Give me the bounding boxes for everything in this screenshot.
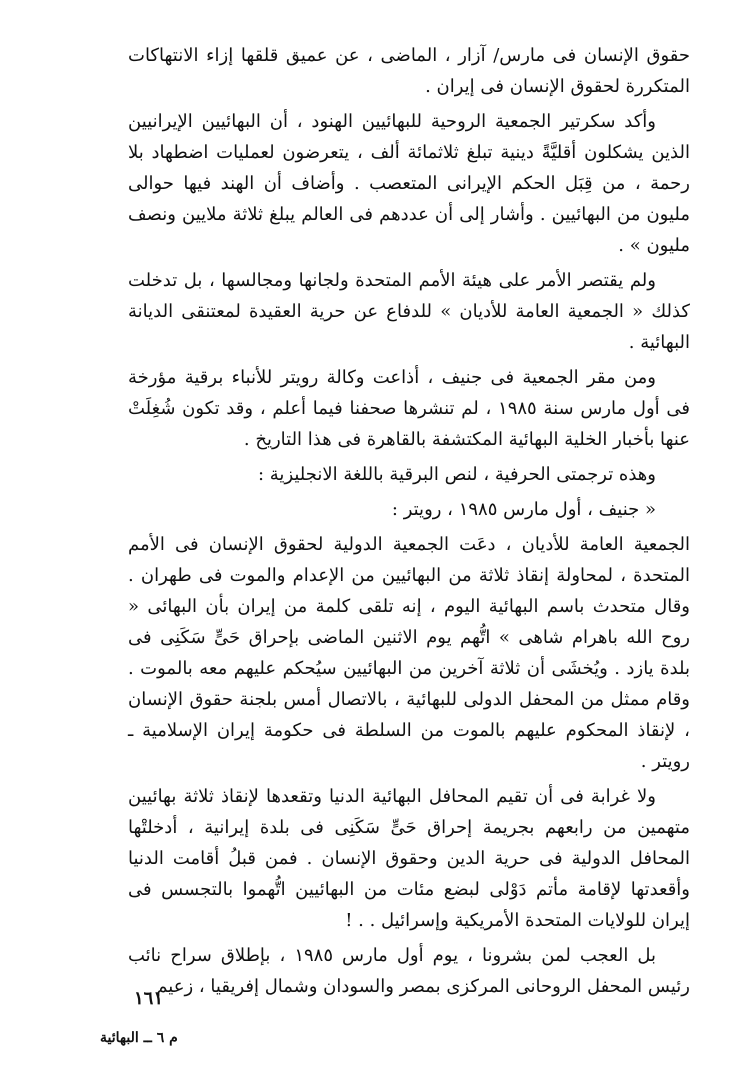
paragraph-reuters-geneva: ومن مقر الجمعية فى جنيف ، أذاعت وكالة رويتر للأنباء برقية مؤرخة فى أول مارس سنة ١٩٨٥ ، لم تنشرها صحفنا فيما أعلم ، وقد تكون شُغِلَتْ عنها بأخبار الخلية البهائية المكتشفة بالقاهرة فى هذا التاريخ . <box>128 367 690 450</box>
paragraph-no-wonder: ولا غرابة فى أن تقيم المحافل البهائية الدنيا وتقعدها لإنقاذ ثلاثة بهائيين متهمين من رابعهم بجريمة إحراق حَىٍّ سَكَنِى فى بلدة إيرانية ، أدخلتْها المحافل الدولية فى حرية الدين وحقوق الإنسان . فمن قبلُ أقامت الدنيا وأقعدتها لإقامة مأتم دَوْلى لبضع مئات من البهائيين اتُّهموا بالتجسس فى إيران للولايات المتحدة الأمريكية وإسرائيل . . ! <box>128 786 690 931</box>
paragraph-dateline: « جنيف ، أول مارس ١٩٨٥ ، رويتر : <box>391 499 656 520</box>
paragraph-the-wonder: بل العجب لمن بشرونا ، يوم أول مارس ١٩٨٥ ، بإطلاق سراح نائب رئيس المحفل الروحانى المركزى بمصر والسودان وشمال إفريقيا ، زعيم <box>128 945 690 997</box>
paragraph-general-assembly: ولم يقتصر الأمر على هيئة الأمم المتحدة ولجانها ومجالسها ، بل تدخلت كذلك « الجمعية العامة للأديان » للدفاع عن حرية العقيدة لمعتنقى الديانة البهائية . <box>128 270 690 353</box>
paragraph-telegram-text: الجمعية العامة للأديان ، دعَت الجمعية الدولية لحقوق الإنسان فى الأمم المتحدة ، لمحاولة إنقاذ ثلاثة من البهائيين من الإعدام والموت فى طهران . وقال متحدث باسم البهائية اليوم ، إنه تلقى كلمة من إيران بأن البهائى « روح الله باهرام شاهى » اتُّهم يوم الاثنين الماضى بإحراق حَىٍّ سَكَنِى فى بلدة يازد . ويُخشَى أن ثلاثة آخرين من البهائيين سيُحكم عليهم معه بالموت . وقام ممثل من المحفل الدولى للبهائية ، بالاتصال أمس بلجنة حقوق الإنسان ، لإنقاذ المحكوم عليهم بالموت من السلطة فى حكومة إيران الإسلامية ـ رويتر . <box>128 534 690 772</box>
paragraph-translation-intro: وهذه ترجمتى الحرفية ، لنص البرقية باللغة الانجليزية : <box>258 464 656 485</box>
page-body <box>128 40 690 1006</box>
paragraph-indian-secretary: وأكد سكرتير الجمعية الروحية للبهائيين الهنود ، أن البهائيين الإيرانيين الذين يشكلون أقليَّةً دينية تبلغ ثلاثمائة ألف ، يتعرضون لعمليات اضطهاد بلا رحمة ، من قِبَل الحكم الإيرانى المتعصب . وأضاف أن الهند فيها حوالى مليون من البهائيين . وأشار إلى أن عددهم فى العالم يبلغ ثلاثة ملايين ونصف مليون » . <box>128 111 690 256</box>
paragraph-continuation: حقوق الإنسان فى مارس/ آزار ، الماضى ، عن عميق قلقها إزاء الانتهاكات المتكررة لحقوق الإنسان فى إيران . <box>128 45 690 97</box>
page-number: ١٦١ <box>134 988 164 1009</box>
signature-mark: م ٦ ــ البهائية <box>100 1030 178 1046</box>
